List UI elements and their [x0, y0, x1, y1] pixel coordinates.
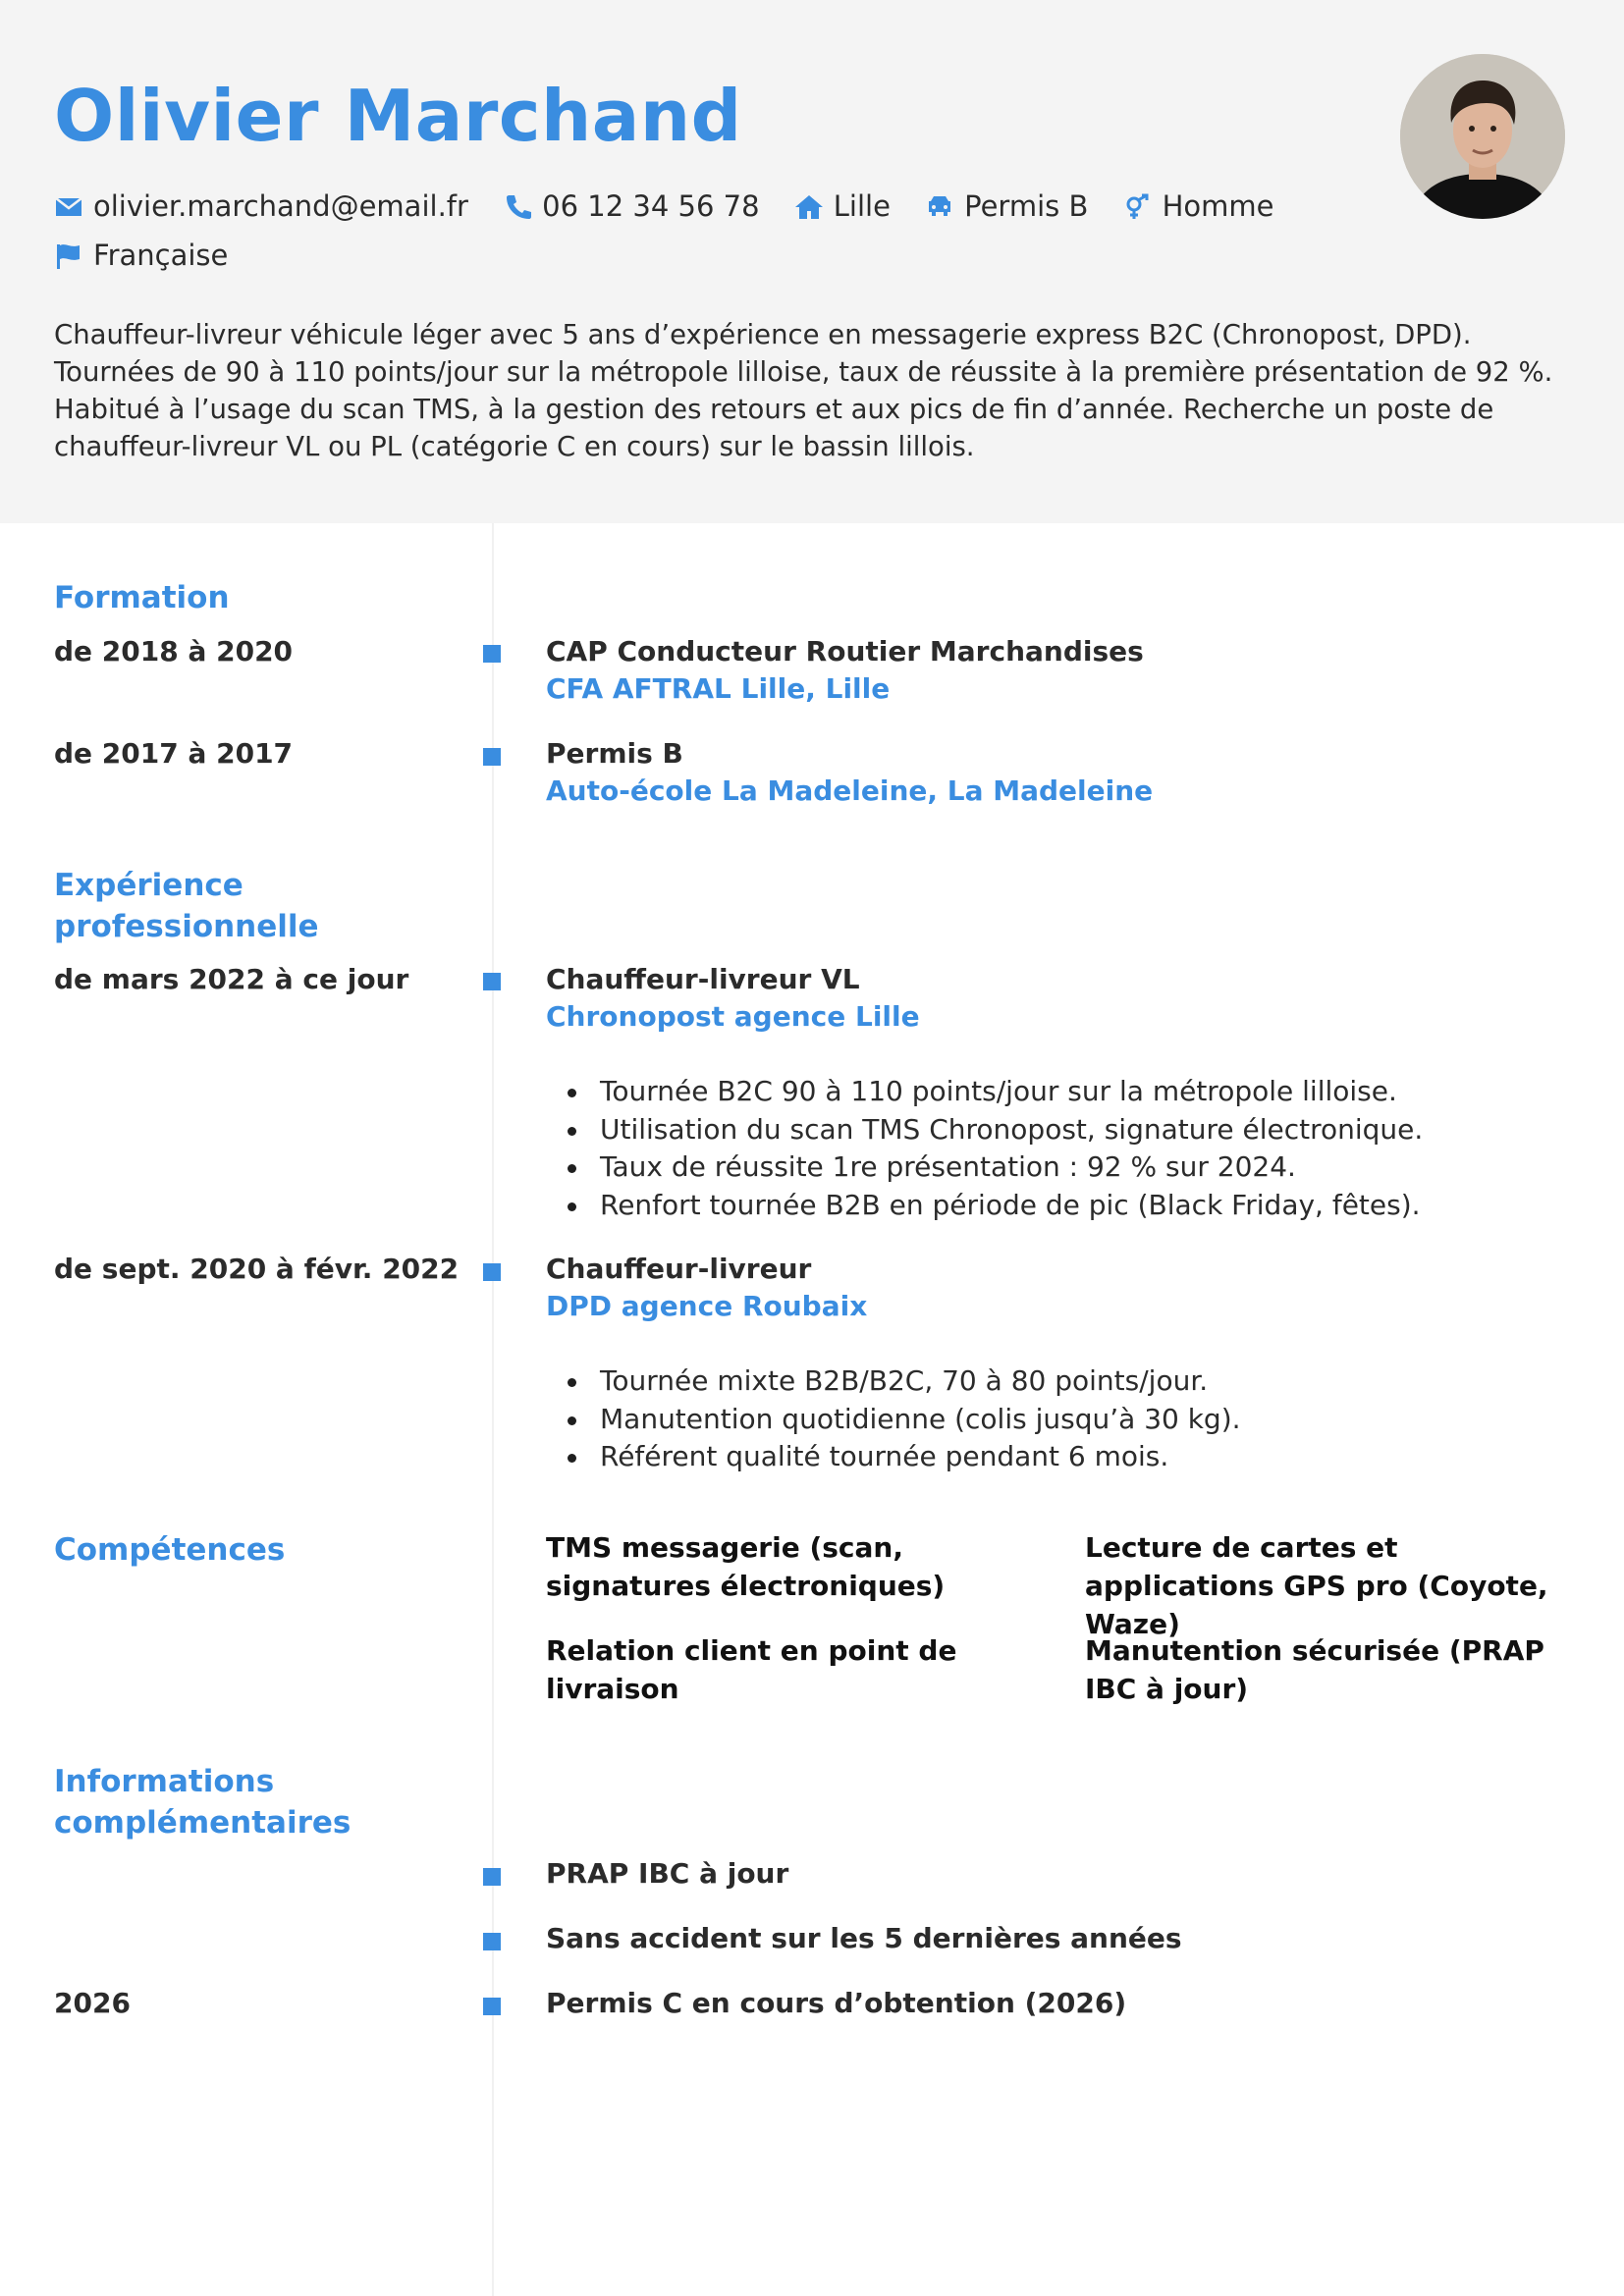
email-text: olivier.marchand@email.fr [93, 189, 468, 223]
employer: Chronopost agence Lille [546, 1000, 920, 1033]
section-title-additional: Informations complémentaires [54, 1764, 352, 1841]
formation-school: Auto-école La Madeleine, La Madeleine [546, 774, 1154, 807]
car-icon [925, 193, 954, 221]
timeline-marker [483, 973, 501, 990]
list-item: Utilisation du scan TMS Chronopost, signature électronique. [568, 1111, 1423, 1149]
formation-school: CFA AFTRAL Lille, Lille [546, 672, 891, 705]
timeline-marker [483, 1263, 501, 1281]
skill-item: Lecture de cartes et applications GPS pro (Coyote, Waze) [1085, 1531, 1548, 1640]
list-item: Tournée mixte B2B/B2C, 70 à 80 points/jour. [568, 1362, 1241, 1401]
section-title-formation: Formation [54, 580, 230, 615]
job-tasks-list [568, 1073, 1423, 1224]
formation-title: CAP Conducteur Routier Marchandises [546, 635, 1144, 667]
list-item: Renfort tournée B2B en période de pic (Black Friday, fêtes). [568, 1187, 1423, 1225]
candidate-name: Olivier Marchand [54, 75, 742, 157]
additional-info-item: PRAP IBC à jour [546, 1857, 789, 1890]
list-item: Référent qualité tournée pendant 6 mois. [568, 1438, 1241, 1476]
envelope-icon [54, 193, 83, 221]
profile-summary: Chauffeur-livreur véhicule léger avec 5 ans d’expérience en messagerie express B2C (Chronopost, DPD). Tournées de 90 à 110 points/jour sur la métropole lilloise, taux de réussite à la première présentation de 92 %. Habitué à l’usage du scan TMS, à la gestion des retours et aux pics de fin d’année. Recherche un poste de chauffeur-livreur VL ou PL (catégorie C en cours) sur le bassin lillois. [54, 319, 1553, 462]
experience-date: de sept. 2020 à févr. 2022 [54, 1253, 460, 1285]
contact-gender [1123, 189, 1274, 223]
license-text: Permis B [964, 189, 1089, 223]
nationality-text: Française [93, 239, 229, 272]
experience-date: de mars 2022 à ce jour [54, 963, 409, 995]
timeline-marker [483, 1933, 501, 1950]
additional-info-date: 2026 [54, 1987, 131, 2019]
list-item: Taux de réussite 1re présentation : 92 % sur 2024. [568, 1148, 1423, 1187]
contact-row-2 [54, 239, 253, 272]
gender-text: Homme [1162, 189, 1274, 223]
list-item: Manutention quotidienne (colis jusqu’à 30 kg). [568, 1401, 1241, 1439]
additional-info-item: Sans accident sur les 5 dernières années [546, 1922, 1182, 1954]
job-title: Chauffeur-livreur VL [546, 963, 860, 995]
timeline-marker [483, 645, 501, 663]
city-text: Lille [833, 189, 891, 223]
job-title: Chauffeur-livreur [546, 1253, 812, 1285]
additional-info-item: Permis C en cours d’obtention (2026) [546, 1987, 1127, 2019]
phone-text: 06 12 34 56 78 [542, 189, 760, 223]
formation-date: de 2018 à 2020 [54, 635, 294, 667]
contact-city [794, 189, 891, 223]
timeline-divider [492, 523, 494, 2296]
contact-nationality [54, 239, 228, 272]
contact-email[interactable] [54, 189, 468, 223]
employer: DPD agence Roubaix [546, 1290, 868, 1322]
timeline-marker [483, 1998, 501, 2015]
timeline-marker [483, 1868, 501, 1886]
section-title-skills: Compétences [54, 1532, 286, 1568]
formation-title: Permis B [546, 737, 683, 770]
formation-date: de 2017 à 2017 [54, 737, 294, 770]
job-tasks-list [568, 1362, 1241, 1476]
gender-icon [1123, 193, 1153, 221]
contact-row [54, 189, 1300, 223]
skill-item: Relation client en point de livraison [546, 1634, 957, 1705]
resume-header [0, 0, 1624, 523]
timeline-marker [483, 748, 501, 766]
phone-icon [503, 193, 532, 221]
contact-phone[interactable] [503, 189, 759, 223]
contact-license [925, 189, 1088, 223]
section-title-experience: Expérience professionnelle [54, 868, 319, 944]
profile-photo [1400, 54, 1565, 219]
skill-item: TMS messagerie (scan, signatures électroniques) [546, 1531, 946, 1602]
home-icon [794, 193, 824, 221]
skill-item: Manutention sécurisée (PRAP IBC à jour) [1085, 1634, 1544, 1705]
flag-icon [54, 242, 83, 270]
list-item: Tournée B2C 90 à 110 points/jour sur la métropole lilloise. [568, 1073, 1423, 1111]
